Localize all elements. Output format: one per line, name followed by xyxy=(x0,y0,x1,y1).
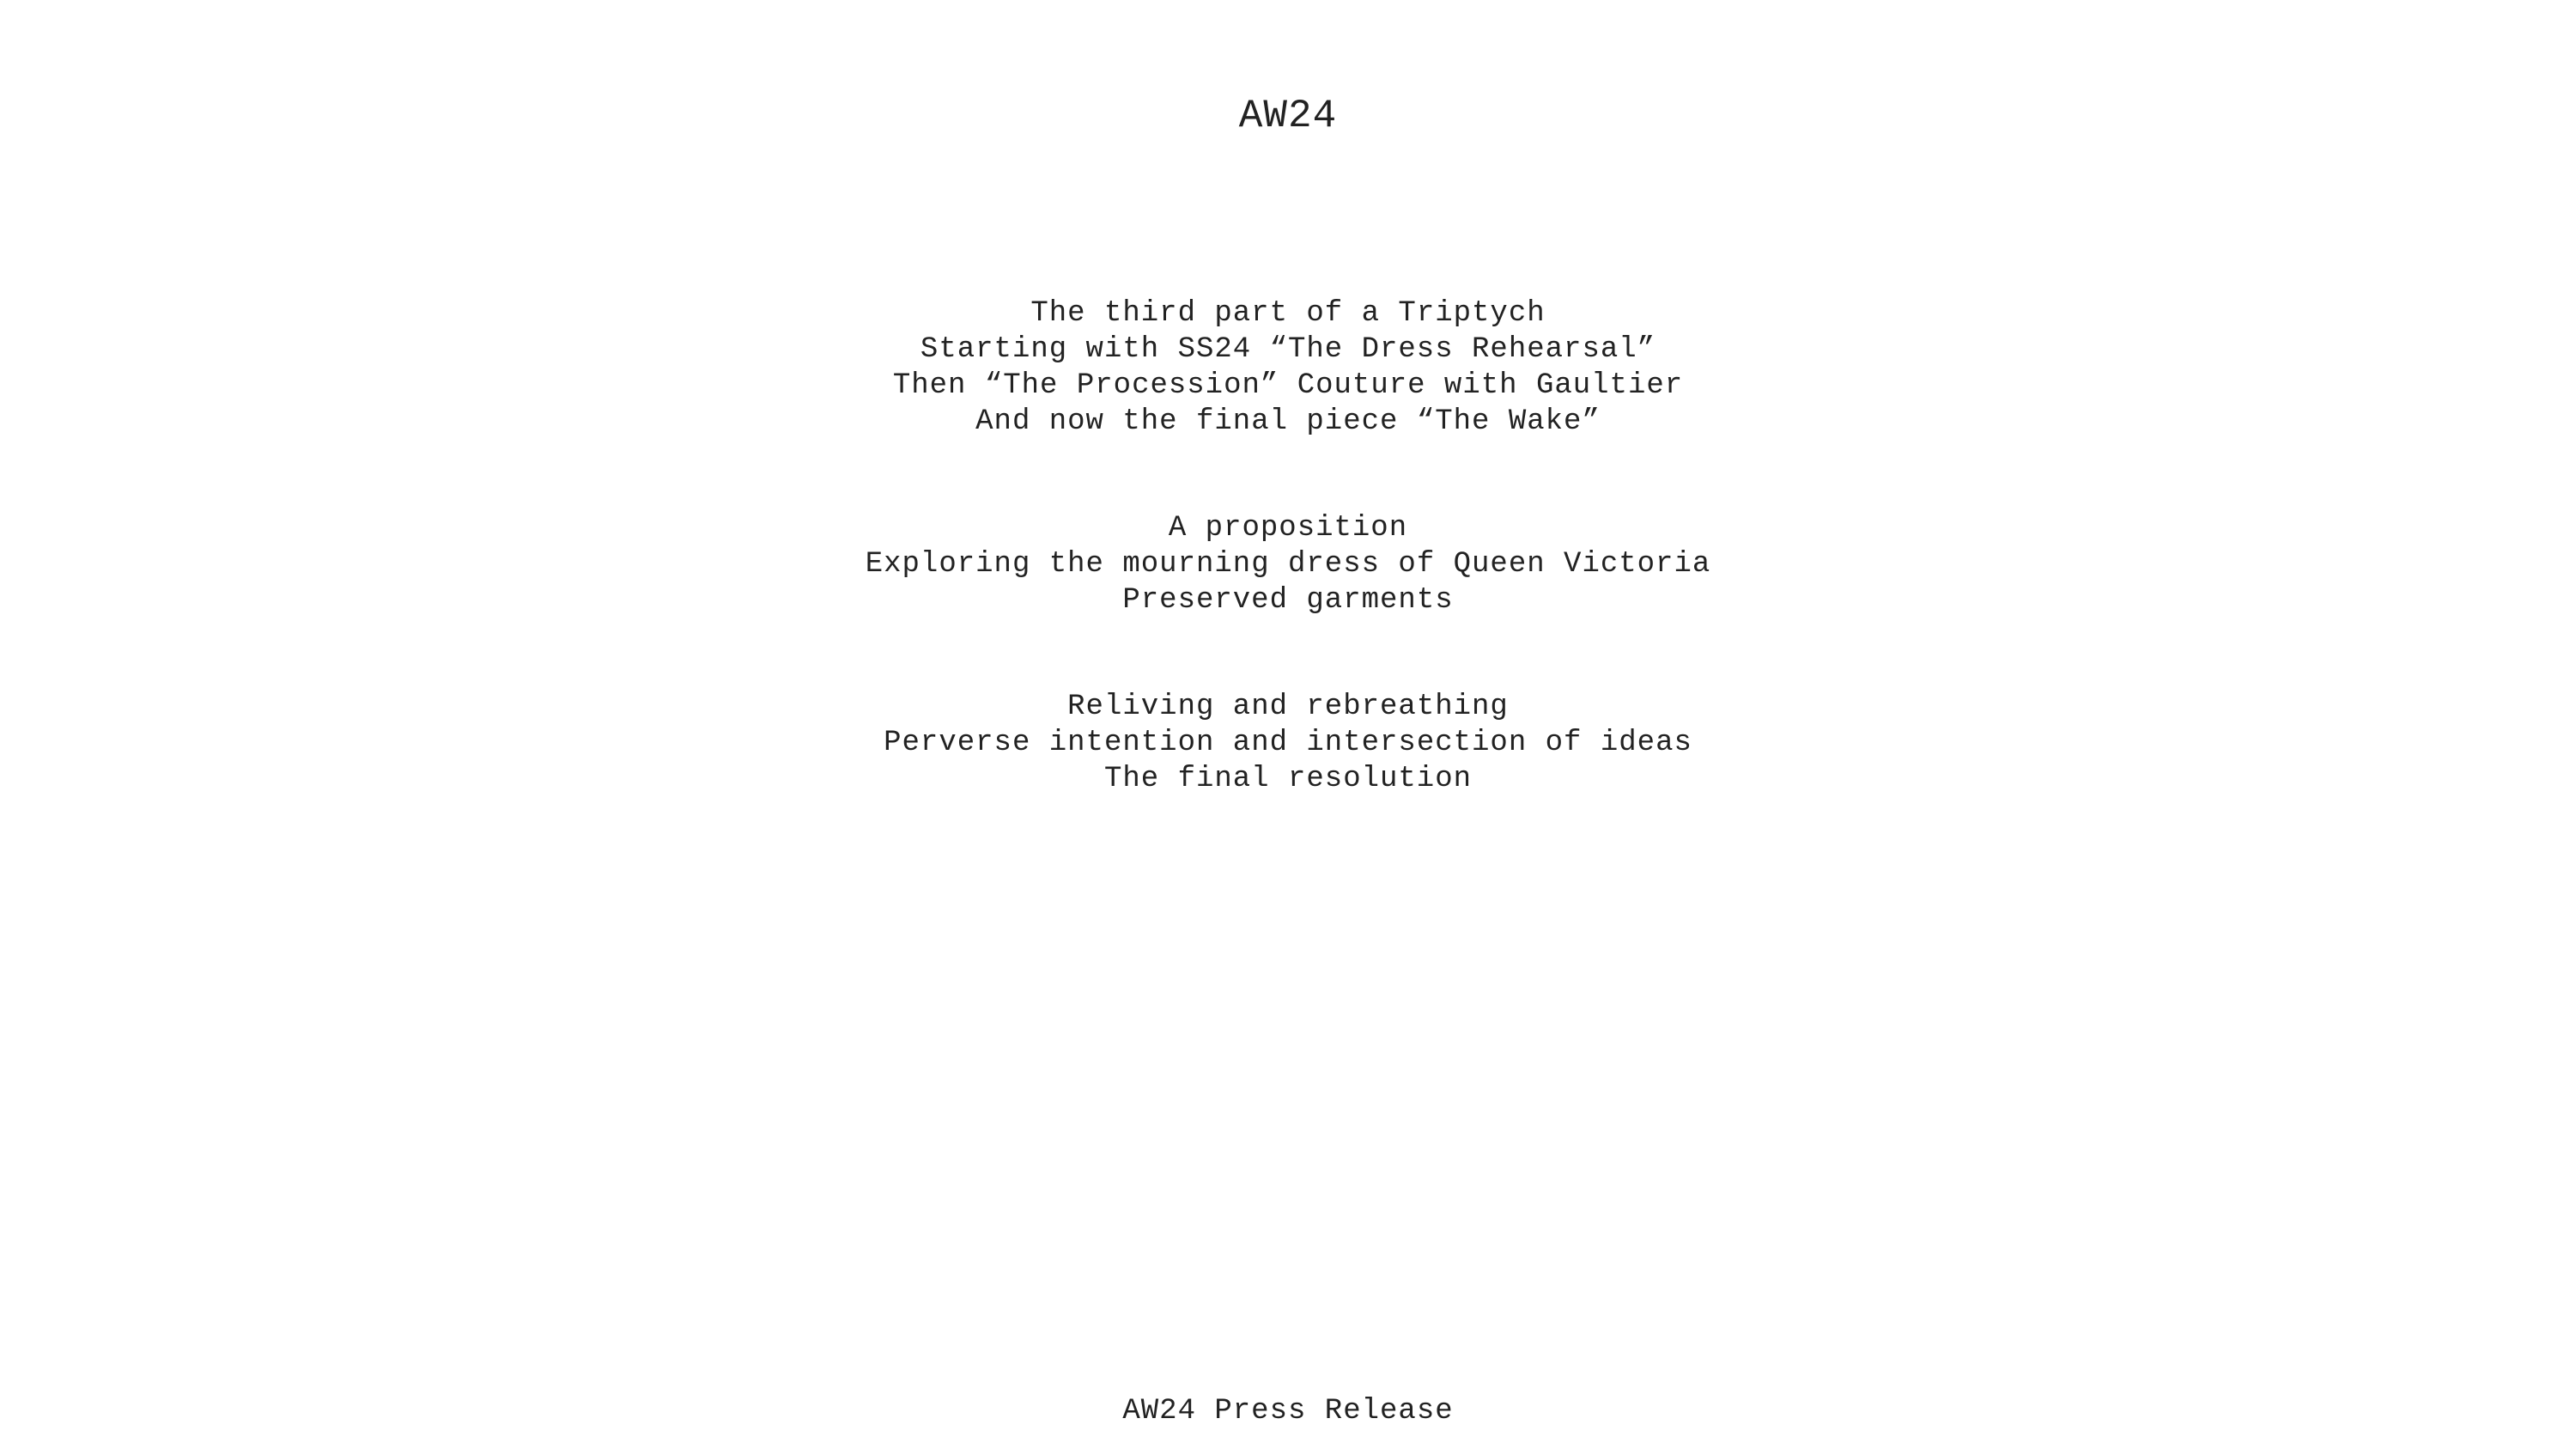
stanza-line: Exploring the mourning dress of Queen Victoria xyxy=(865,548,1711,581)
stanza-line: Starting with SS24 “The Dress Rehearsal” xyxy=(920,333,1656,366)
stanza-line: And now the final piece “The Wake” xyxy=(975,405,1601,438)
page-footer: AW24 Press Release xyxy=(1122,1395,1454,1428)
stanza-line: Then “The Procession” Couture with Gaultier xyxy=(892,369,1684,402)
page-title: AW24 xyxy=(1238,94,1338,138)
stanza-line: Perverse intention and intersection of ideas xyxy=(884,727,1692,759)
stanza-proposition xyxy=(0,510,2576,618)
stanza-line: A proposition xyxy=(1168,512,1408,545)
stanza-line: Preserved garments xyxy=(1122,584,1454,617)
stanza-line: The third part of a Triptych xyxy=(1030,297,1546,330)
stanza-resolution xyxy=(0,689,2576,797)
stanza-line: Reliving and rebreathing xyxy=(1067,691,1509,723)
stanza-line: The final resolution xyxy=(1103,763,1473,795)
stanza-triptych xyxy=(0,295,2576,440)
